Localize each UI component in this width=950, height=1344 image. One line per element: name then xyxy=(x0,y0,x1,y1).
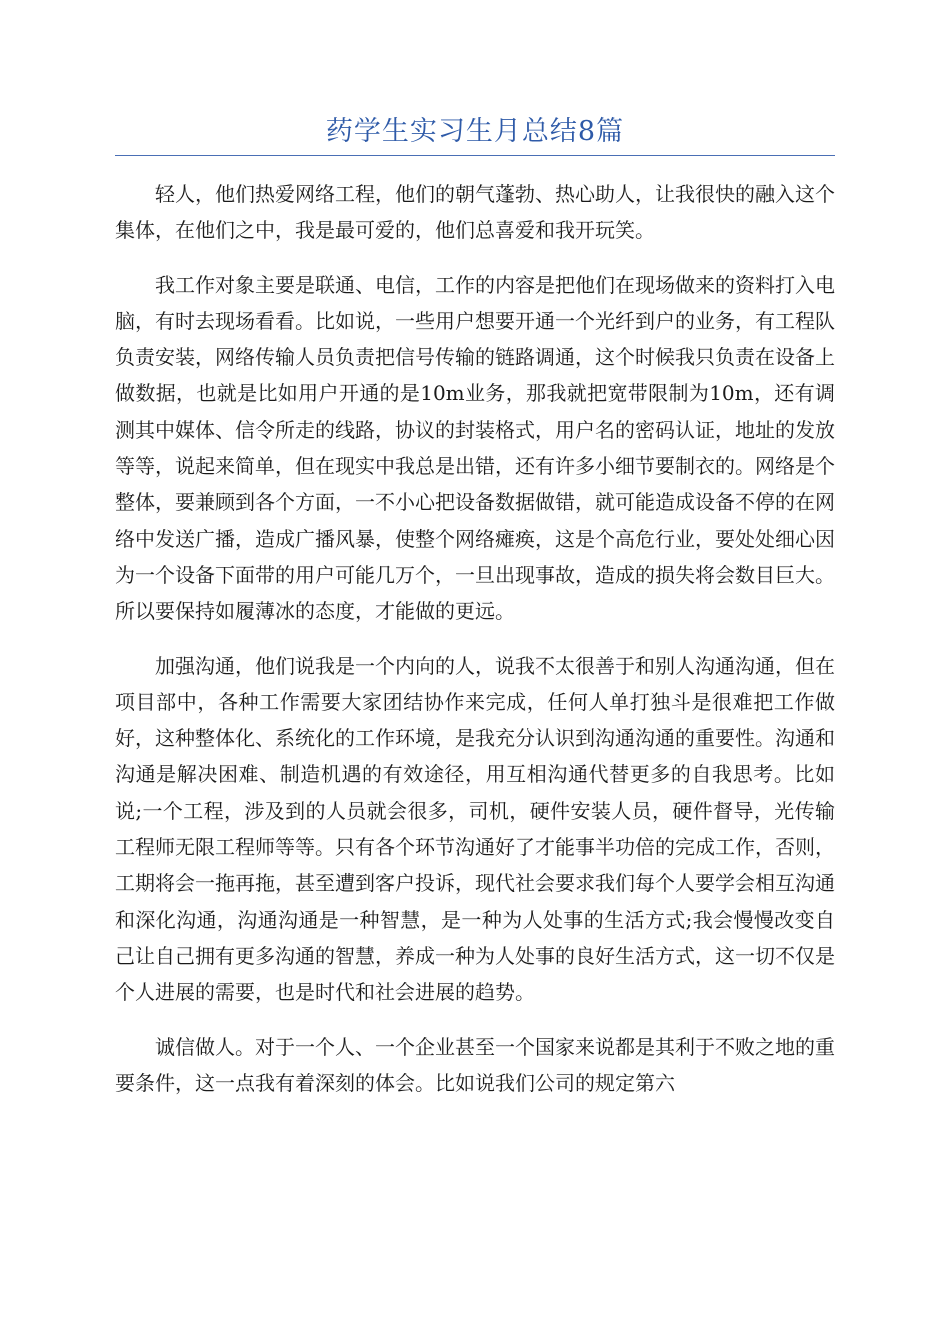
paragraph-4: 诚信做人。对于一个人、一个企业甚至一个国家来说都是其利于不败之地的重要条件，这一点我有着深刻的体会。比如说我们公司的规定第六 xyxy=(115,1034,835,1095)
document-body xyxy=(115,176,835,1119)
title-underline xyxy=(115,155,835,156)
paragraph-3: 加强沟通，他们说我是一个内向的人，说我不太很善于和别人沟通沟通，但在项目部中，各种工作需要大家团结协作来完成，任何人单打独斗是很难把工作做好，这种整体化、系统化的工作环境，是我充分认识到沟通沟通的重要性。沟通和沟通是解决困难、制造机遇的有效途径，用互相沟通代替更多的自我思考。比如说;一个工程，涉及到的人员就会很多，司机，硬件安装人员，硬件督导，光传输工程师无限工程师等等。只有各个环节沟通好了才能事半功倍的完成工作，否则，工期将会一拖再拖，甚至遭到客户投诉，现代社会要求我们每个人要学会相互沟通和深化沟通，沟通沟通是一种智慧，是一种为人处事的生活方式;我会慢慢改变自己让自己拥有更多沟通的智慧，养成一种为人处事的良好生活方式，这一切不仅是个人进展的需要，也是时代和社会进展的趋势。 xyxy=(115,653,835,1005)
paragraph-1: 轻人，他们热爱网络工程，他们的朝气蓬勃、热心助人，让我很快的融入这个集体，在他们之中，我是最可爱的，他们总喜爱和我开玩笑。 xyxy=(115,182,835,243)
paragraph-2: 我工作对象主要是联通、电信，工作的内容是把他们在现场做来的资料打入电脑，有时去现场看看。比如说，一些用户想要开通一个光纤到户的业务，有工程队负责安装，网络传输人员负责把信号传输的链路调通，这个时候我只负责在设备上做数据，也就是比如用户开通的是10m业务，那我就把宽带限制为10m，还有调测其中媒体、信令所走的线路，协议的封装格式，用户名的密码认证，地址的发放等等，说起来简单，但在现实中我总是出错，还有许多小细节要制衣的。网络是个整体，要兼顾到各个方面，一不小心把设备数据做错，就可能造成设备不停的在网络中发送广播，造成广播风暴，使整个网络瘫痪，这是个高危行业，要处处细心因为一个设备下面带的用户可能几万个，一旦出现事故，造成的损失将会数目巨大。所以要保持如履薄冰的态度，才能做的更远。 xyxy=(115,272,835,624)
document-title: 药学生实习生月总结8篇 xyxy=(325,116,625,147)
